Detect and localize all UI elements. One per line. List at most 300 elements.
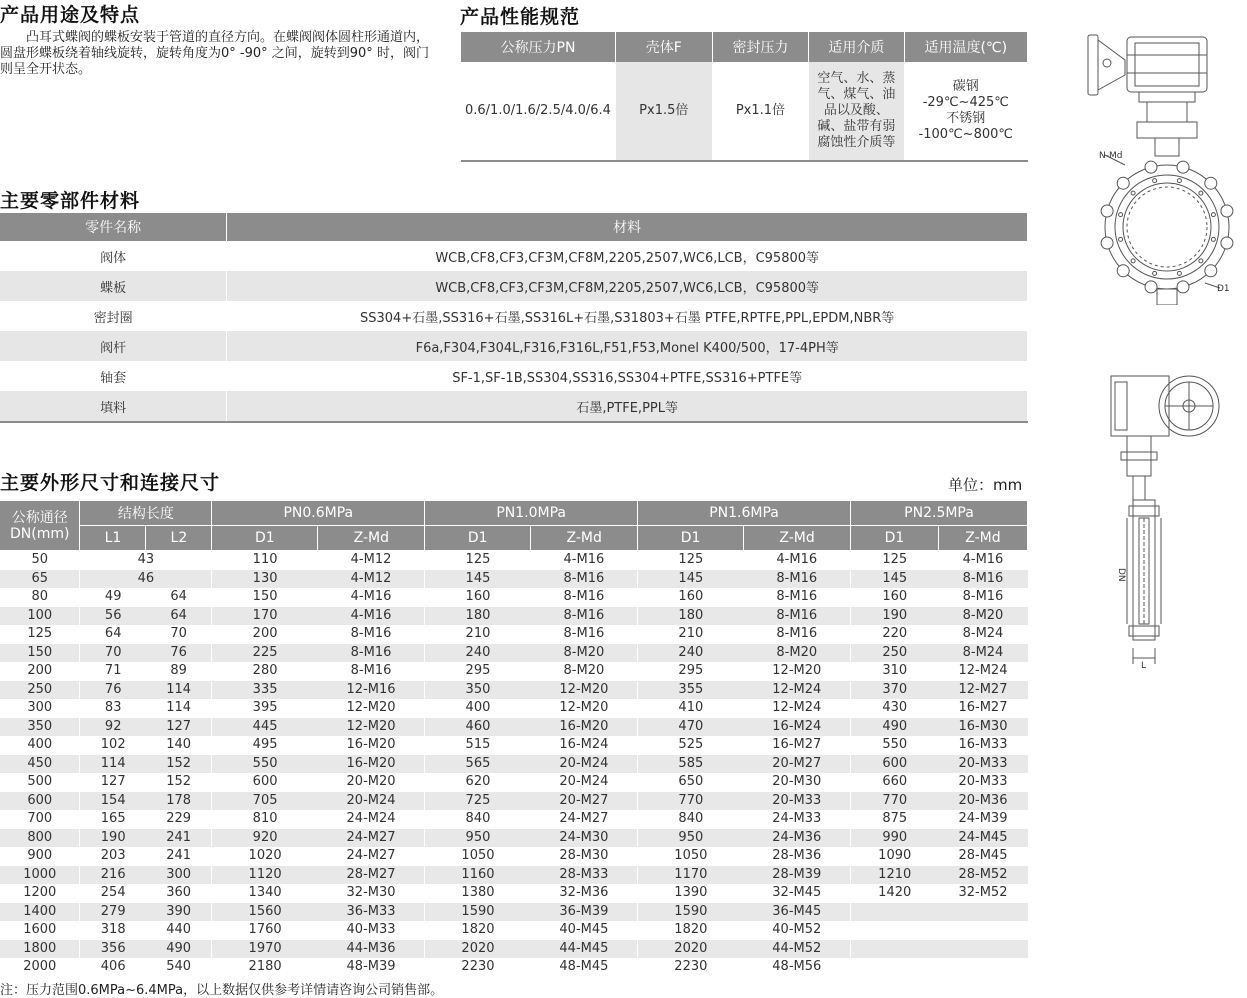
part-material: WCB,CF8,CF3,CF3M,CF8M,2205,2507,WC6,LCB，C95800等: [227, 241, 1028, 271]
dim-cell: 32-M36: [531, 884, 638, 903]
dim-cell: [938, 921, 1027, 940]
dn-cell: 400: [0, 736, 80, 755]
dim-cell: 8-M16: [318, 625, 425, 644]
dn-cell: 80: [0, 588, 80, 607]
dim-cell: 2180: [248, 959, 282, 975]
dim-cell: 154: [80, 792, 146, 811]
dim-cell: 190: [80, 829, 146, 848]
dim-cell: 16-M27: [958, 700, 1008, 716]
perf-title: 产品性能规范: [460, 6, 581, 28]
dim-cell: 241: [146, 847, 212, 866]
table-row: [0, 736, 1028, 755]
dim-cell: 770: [851, 792, 939, 811]
valve-side-drawing: [1105, 368, 1225, 673]
dim-cell: 310: [882, 663, 908, 679]
dim-cell: 8-M20: [938, 607, 1027, 626]
dim-cell: 470: [638, 718, 744, 737]
dn-label: DN: [1116, 568, 1126, 582]
dim-cell: 280: [252, 663, 278, 679]
dim-cell: 178: [146, 792, 212, 811]
dim-subheader: Z-Md: [938, 526, 1027, 551]
dim-cell: 445: [212, 718, 318, 737]
dim-cell: 920: [212, 829, 318, 848]
dim-cell: 1160: [425, 866, 531, 885]
dim-cell: 216: [80, 866, 146, 885]
table-row: [0, 847, 1028, 866]
dim-cell: 20-M36: [938, 792, 1027, 811]
dim-cell: 550: [882, 737, 908, 753]
dim-cell: [851, 903, 939, 922]
dim-cell: 1970: [212, 940, 318, 959]
dim-cell: 2230: [674, 959, 708, 975]
dim-cell: 190: [851, 607, 939, 626]
dim-cell: 8-M16: [744, 570, 851, 589]
dim-cell: 20-M30: [744, 773, 851, 792]
dim-cell: 1170: [638, 866, 744, 885]
bolt-hole: [1211, 237, 1215, 241]
part-material: SS304+石墨,SS316+石墨,SS316L+石墨,S31803+石墨 PTFE,RPTFE,PPL,EPDM,NBR等: [227, 301, 1028, 331]
dim-cell: 20-M27: [531, 792, 638, 811]
dim-cell: 76: [80, 681, 146, 700]
dim-cell: 20-M20: [318, 773, 425, 792]
dn-cell: 150: [0, 644, 80, 663]
dim-cell: 24-M27: [318, 847, 425, 866]
dim-subheader: D1: [212, 526, 318, 551]
table-row: [0, 940, 1028, 959]
bolt-hole: [1199, 191, 1203, 195]
dim-cell: 48-M56: [744, 958, 851, 977]
dim-cell: 20-M24: [531, 755, 638, 774]
dim-cell: 550: [212, 755, 318, 774]
dim-cell: 12-M20: [318, 699, 425, 718]
lug: [1205, 177, 1217, 189]
materials-table: [0, 213, 1028, 423]
dim-cell: 1420: [878, 885, 912, 901]
dim-cell: 12-M20: [744, 662, 851, 681]
dim-cell: 8-M16: [318, 662, 425, 681]
dim-cell: 1590: [638, 903, 744, 922]
dim-cell: 8-M24: [962, 626, 1004, 642]
dim-cell: 585: [638, 755, 744, 774]
dim-cell: 20-M33: [958, 774, 1008, 790]
dim-cell: 28-M45: [958, 848, 1008, 864]
table-row: [0, 903, 1028, 922]
perf-header: 壳体F: [615, 32, 712, 62]
dim-cell: 1340: [248, 885, 282, 901]
dim-cell: [938, 903, 1027, 922]
dim-cell: 44-M36: [318, 940, 425, 959]
perf-header: 公称压力PN: [461, 32, 615, 62]
dim-cell: 225: [212, 644, 318, 663]
dim-cell: 430: [882, 700, 908, 716]
d1-label: D1: [1217, 284, 1230, 294]
dim-cell: 20-M33: [744, 792, 851, 811]
dim-cell: 2020: [425, 940, 531, 959]
dim-cell: 12-M24: [958, 663, 1008, 679]
lug: [1221, 205, 1233, 217]
dim-cell: 360: [146, 884, 212, 903]
dim-cell: 160: [882, 589, 908, 605]
length-header: 结构长度: [80, 501, 212, 526]
dim-cell: 40-M33: [318, 921, 425, 940]
dim-cell: 145: [638, 570, 744, 589]
dim-cell: 16-M24: [531, 736, 638, 755]
perf-header: 密封压力: [712, 32, 809, 62]
dn-cell: 1200: [0, 884, 80, 903]
dim-cell: 89: [146, 662, 212, 681]
dim-cell: 705: [212, 792, 318, 811]
dim-cell: 4-M16: [962, 552, 1004, 568]
table-row: [0, 331, 1028, 361]
dim-cell: 12-M20: [318, 718, 425, 737]
table-row: [0, 866, 1028, 885]
dim-cell: 12-M20: [531, 681, 638, 700]
dim-cell: 32-M30: [318, 884, 425, 903]
materials-title: 主要零部件材料: [0, 190, 141, 212]
perf-header: 适用温度(℃): [904, 32, 1027, 62]
dim-cell: 8-M20: [531, 644, 638, 663]
dim-cell: 145: [851, 570, 939, 589]
dim-cell: 24-M36: [744, 829, 851, 848]
dn-cell: 100: [0, 607, 80, 626]
dim-cell: 102: [100, 737, 126, 753]
table-row: [0, 755, 1028, 774]
table-row: [0, 810, 1028, 829]
dim-cell: 20-M24: [318, 792, 425, 811]
dn-cell: 2000: [0, 958, 80, 977]
lug: [1101, 237, 1113, 249]
dim-cell: 356: [80, 940, 146, 959]
lug: [1205, 265, 1217, 277]
dim-cell: 8-M16: [531, 570, 638, 589]
part-name: 蝶板: [0, 271, 227, 301]
dim-cell: 335: [212, 681, 318, 700]
materials-header: 材料: [227, 213, 1028, 241]
dim-cell: 4-M12: [318, 551, 425, 570]
table-row: [0, 773, 1028, 792]
dim-cell: 2020: [638, 940, 744, 959]
dim-cell: 110: [252, 552, 278, 568]
dim-cell: 8-M16: [744, 607, 851, 626]
dim-cell: 180: [638, 607, 744, 626]
dim-subheader: D1: [851, 526, 939, 551]
valve-front-drawing: [1085, 5, 1245, 305]
footnote: 注：压力范围0.6MPa~6.4MPa，以上数据仅供参考详情请咨询公司销售部。: [0, 983, 444, 998]
dim-cell: 130: [212, 570, 318, 589]
dim-cell: 210: [465, 626, 491, 642]
pn-group-header: PN2.5MPa: [851, 501, 1028, 526]
dim-cell: 56: [80, 607, 146, 626]
dim-cell: 355: [638, 681, 744, 700]
dim-cell: 240: [638, 644, 744, 663]
pn-group-header: PN1.6MPa: [638, 501, 851, 526]
dim-cell: 170: [212, 607, 318, 626]
lug: [1117, 265, 1129, 277]
usage-text: 凸耳式蝶阀的蝶板安装于管道的直径方向。在蝶阀阀体圆柱形通道内，圆盘形蝶板绕着轴线旋转，旋转角度为0° -90° 之间，旋转到90° 时，阀门则呈全开状态。: [0, 30, 430, 77]
dim-cell: 12-M27: [938, 681, 1027, 700]
dn-cell: 65: [0, 570, 80, 589]
dim-cell: 650: [678, 774, 704, 790]
table-row: [0, 699, 1028, 718]
dim-cell: 1820: [461, 922, 495, 938]
dim-cell: 24-M27: [318, 829, 425, 848]
dn-cell: 200: [0, 662, 80, 681]
dim-cell: 114: [80, 755, 146, 774]
dim-cell: 83: [104, 700, 122, 716]
dim-cell: 8-M16: [744, 588, 851, 607]
dim-cell: 600: [252, 774, 278, 790]
table-row: [0, 588, 1028, 607]
dim-cell: 48-M45: [531, 958, 638, 977]
dim-cell: 28-M33: [531, 866, 638, 885]
dim-cell: 64: [146, 607, 212, 626]
dim-cell: 1820: [674, 922, 708, 938]
dim-cell: 8-M16: [744, 625, 851, 644]
dim-cell: 490: [146, 940, 212, 959]
dim-cell: [938, 958, 1027, 977]
dim-cell: 725: [425, 792, 531, 811]
dim-cell: 1020: [248, 848, 282, 864]
dim-cell: 20-M33: [938, 755, 1027, 774]
dim-cell: 125: [882, 552, 908, 568]
dim-cell: 28-M27: [318, 866, 425, 885]
table-row: [0, 570, 1028, 589]
dim-cell: 660: [882, 774, 908, 790]
dim-cell: 200: [252, 626, 278, 642]
dim-cell: 32-M52: [958, 885, 1008, 901]
dn-header: 公称通径DN(mm): [0, 501, 80, 551]
dim-cell: 1090: [878, 848, 912, 864]
dim-cell: 64: [104, 626, 122, 642]
dim-cell: 145: [425, 570, 531, 589]
dim-cell: 4-M16: [744, 551, 851, 570]
dim-cell: 295: [678, 663, 704, 679]
table-row: [0, 301, 1028, 331]
dim-cell: 28-M52: [938, 866, 1027, 885]
bolt-hole: [1211, 213, 1215, 217]
dim-cell: 127: [146, 718, 212, 737]
dim-cell: 43: [80, 551, 212, 570]
perf-cell: Px1.5倍: [615, 62, 712, 161]
dim-cell: 24-M27: [531, 810, 638, 829]
table-row: [0, 829, 1028, 848]
table-row: [0, 921, 1028, 940]
dimensions-title: 主要外形尺寸和连接尺寸: [0, 472, 221, 494]
dim-cell: 44-M45: [531, 940, 638, 959]
table-row: [0, 644, 1028, 663]
table-row: [0, 361, 1028, 391]
dn-cell: 900: [0, 847, 80, 866]
dim-cell: 152: [146, 755, 212, 774]
table-row: [0, 958, 1028, 977]
bolt-hole: [1119, 213, 1123, 217]
dim-cell: 950: [425, 829, 531, 848]
dim-cell: 28-M39: [744, 866, 851, 885]
part-name: 填料: [0, 391, 227, 422]
part-name: 阀杆: [0, 331, 227, 361]
dim-cell: 16-M20: [318, 736, 425, 755]
dim-cell: 515: [465, 737, 491, 753]
dim-cell: 160: [465, 589, 491, 605]
dim-cell: 370: [851, 681, 939, 700]
dim-cell: 40-M52: [744, 921, 851, 940]
bolt-hole: [1153, 179, 1157, 183]
lug: [1117, 177, 1129, 189]
dim-cell: 16-M27: [744, 736, 851, 755]
dim-cell: 210: [678, 626, 704, 642]
dim-cell: 8-M16: [318, 644, 425, 663]
dim-cell: 8-M20: [744, 644, 851, 663]
part-material: WCB,CF8,CF3,CF3M,CF8M,2205,2507,WC6,LCB，C95800等: [227, 271, 1028, 301]
pn-group-header: PN0.6MPa: [212, 501, 425, 526]
dim-subheader: D1: [425, 526, 531, 551]
dim-cell: 8-M16: [962, 589, 1004, 605]
dim-cell: 12-M24: [744, 699, 851, 718]
dim-cell: 36-M33: [318, 903, 425, 922]
table-row: [0, 884, 1028, 903]
dim-cell: 24-M45: [938, 829, 1027, 848]
dim-cell: 250: [851, 644, 939, 663]
perf-cell: Px1.1倍: [712, 62, 809, 161]
dim-cell: 24-M30: [531, 829, 638, 848]
dim-cell: 460: [425, 718, 531, 737]
dim-cell: 28-M30: [531, 847, 638, 866]
table-row: [0, 551, 1028, 570]
table-row: [0, 241, 1028, 271]
dim-cell: 152: [146, 773, 212, 792]
dim-subheader: L2: [146, 526, 212, 551]
bolt-hole: [1153, 271, 1157, 275]
dim-cell: 810: [252, 811, 278, 827]
part-material: F6a,F304,F304L,F316,F316L,F51,F53,Monel K400/500，17-4PH等: [227, 331, 1028, 361]
dim-cell: 32-M45: [744, 884, 851, 903]
dim-cell: 950: [638, 829, 744, 848]
dim-cell: 20-M24: [531, 773, 638, 792]
part-name: 密封圈: [0, 301, 227, 331]
dim-cell: 36-M45: [744, 903, 851, 922]
bolt-hole: [1131, 191, 1135, 195]
dim-cell: 295: [465, 663, 491, 679]
dn-cell: 1800: [0, 940, 80, 959]
dim-cell: 875: [882, 811, 908, 827]
table-row: [0, 625, 1028, 644]
dim-cell: 4-M16: [318, 607, 425, 626]
bolt-hole: [1199, 259, 1203, 263]
dim-cell: 28-M36: [744, 847, 851, 866]
part-material: SF-1,SF-1B,SS304,SS316,SS304+PTFE,SS316+PTFE等: [227, 361, 1028, 391]
dim-cell: 4-M16: [531, 551, 638, 570]
lug: [1221, 237, 1233, 249]
perf-header: 适用介质: [809, 32, 904, 62]
dn-cell: 500: [0, 773, 80, 792]
dim-cell: 16-M20: [318, 755, 425, 774]
dim-cell: 140: [146, 736, 212, 755]
table-row: [0, 607, 1028, 626]
dn-cell: 450: [0, 755, 80, 774]
dim-cell: 440: [146, 921, 212, 940]
dim-cell: 840: [465, 811, 491, 827]
dim-cell: 203: [100, 848, 126, 864]
dim-cell: 4-M16: [318, 588, 425, 607]
dim-cell: 20-M27: [744, 755, 851, 774]
dim-cell: 1590: [425, 903, 531, 922]
perf-cell: 碳钢 -29℃~425℃ 不锈钢 -100℃~800℃: [904, 62, 1027, 161]
dim-cell: 2230: [461, 959, 495, 975]
dim-cell: 300: [146, 866, 212, 885]
dim-cell: 24-M24: [318, 810, 425, 829]
dim-cell: 46: [80, 570, 212, 589]
dim-cell: 495: [252, 737, 278, 753]
dim-cell: 8-M16: [531, 607, 638, 626]
dn-cell: 700: [0, 810, 80, 829]
dim-cell: 125: [465, 552, 491, 568]
dn-cell: 600: [0, 792, 80, 811]
dim-cell: 71: [104, 663, 122, 679]
dim-cell: [851, 921, 939, 940]
pn-group-header: PN1.0MPa: [425, 501, 638, 526]
dn-cell: 50: [0, 551, 80, 570]
dim-cell: 44-M52: [744, 940, 851, 959]
dim-cell: 125: [678, 552, 704, 568]
bolt-hole: [1119, 237, 1123, 241]
dim-cell: 24-M33: [744, 810, 851, 829]
part-name: 轴套: [0, 361, 227, 391]
dim-cell: 1050: [461, 848, 495, 864]
dim-cell: 395: [252, 700, 278, 716]
dn-cell: 1000: [0, 866, 80, 885]
dim-cell: 990: [851, 829, 939, 848]
l-label: L: [1141, 661, 1147, 671]
dim-cell: 16-M30: [938, 718, 1027, 737]
dim-cell: 240: [425, 644, 531, 663]
dim-cell: 1210: [851, 866, 939, 885]
unit-label: 单位：mm: [948, 476, 1023, 494]
dim-cell: 1560: [212, 903, 318, 922]
dim-cell: 318: [100, 922, 126, 938]
dim-subheader: L1: [80, 526, 146, 551]
dim-subheader: Z-Md: [531, 526, 638, 551]
table-row: [0, 271, 1028, 301]
dim-cell: 64: [146, 588, 212, 607]
dim-cell: 4-M12: [318, 570, 425, 589]
dim-cell: 40-M45: [531, 921, 638, 940]
dim-cell: [938, 940, 1027, 959]
dim-cell: 8-M16: [531, 588, 638, 607]
bolt-hole: [1177, 179, 1181, 183]
dim-cell: 770: [638, 792, 744, 811]
table-row: [0, 681, 1028, 700]
table-row: [0, 662, 1028, 681]
perf-table: [461, 32, 1028, 162]
dn-cell: 300: [0, 699, 80, 718]
materials-header: 零件名称: [0, 213, 227, 241]
dn-cell: 1400: [0, 903, 80, 922]
dn-cell: 250: [0, 681, 80, 700]
dim-cell: 540: [146, 958, 212, 977]
table-row: [0, 718, 1028, 737]
dn-cell: 125: [0, 625, 80, 644]
dim-cell: 1760: [248, 922, 282, 938]
dim-cell: 8-M16: [938, 570, 1027, 589]
dim-cell: 36-M39: [531, 903, 638, 922]
dim-subheader: Z-Md: [744, 526, 851, 551]
dim-cell: 8-M24: [938, 644, 1027, 663]
dim-cell: 8-M20: [531, 662, 638, 681]
dim-cell: 12-M24: [744, 681, 851, 700]
dim-cell: [851, 940, 939, 959]
bolt-hole: [1131, 259, 1135, 263]
dim-cell: 165: [100, 811, 126, 827]
